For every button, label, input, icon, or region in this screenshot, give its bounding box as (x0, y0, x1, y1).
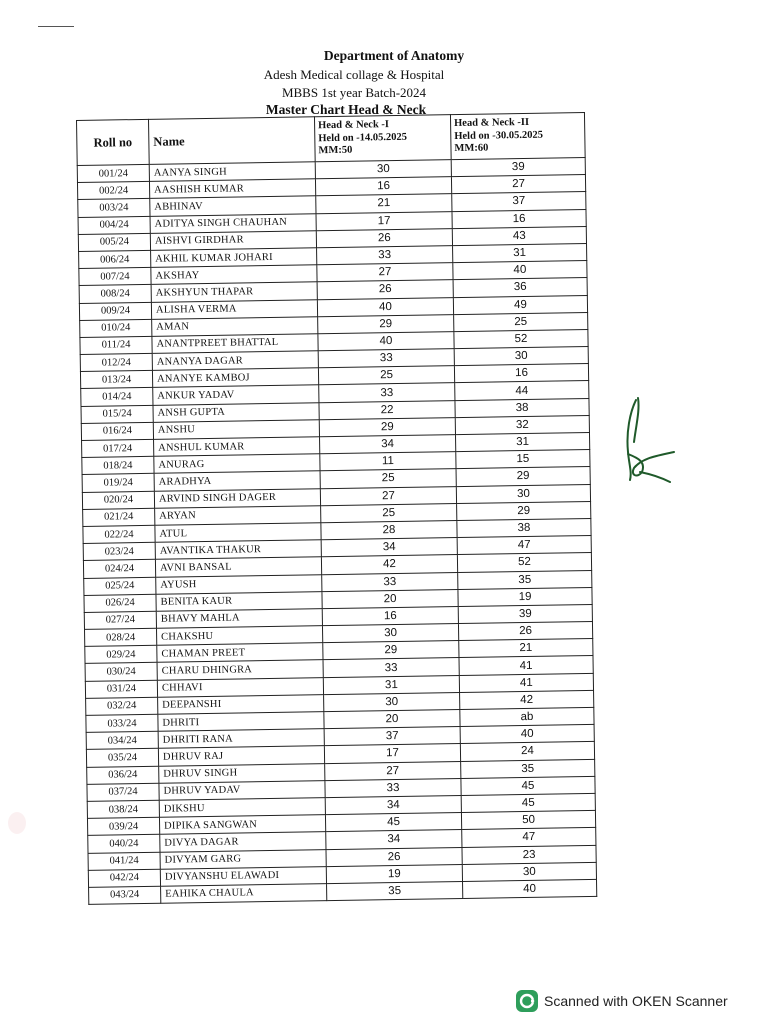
test2-mark-cell: 30 (454, 347, 588, 366)
roll-no-cell: 006/24 (79, 250, 151, 268)
test1-mark-cell: 27 (325, 761, 461, 780)
test2-mark-cell: 39 (458, 604, 592, 623)
student-name-cell: BENITA KAUR (156, 591, 322, 611)
test1-mark-cell: 16 (322, 606, 458, 625)
roll-no-cell: 035/24 (86, 749, 158, 767)
student-name-cell: CHHAVI (157, 677, 323, 697)
roll-no-cell: 034/24 (86, 731, 158, 749)
test1-mark-cell: 33 (317, 246, 453, 265)
test2-mark-cell: 23 (462, 845, 596, 864)
test1-mark-cell: 31 (323, 675, 459, 694)
roll-no-cell: 040/24 (88, 835, 160, 853)
test2-mark-cell: ab (460, 707, 594, 726)
test2-mark-cell: 41 (459, 673, 593, 692)
test1-mark-cell: 29 (323, 641, 459, 660)
test1-mark-cell: 30 (322, 624, 458, 643)
handwritten-signature (616, 392, 686, 492)
test1-mark-cell: 27 (320, 486, 456, 505)
student-name-cell: DIVYAM GARG (160, 849, 326, 869)
student-name-cell: DIVYA DAGAR (160, 832, 326, 852)
roll-no-cell: 011/24 (80, 336, 152, 354)
roll-no-cell: 001/24 (77, 164, 149, 182)
roll-no-cell: 021/24 (83, 508, 155, 526)
roll-no-cell: 029/24 (85, 646, 157, 664)
test2-mark-cell: 31 (453, 243, 587, 262)
test2-date: Held on -30.05.2025 (454, 129, 544, 142)
roll-no-cell: 014/24 (81, 388, 153, 406)
test1-mark-cell: 17 (316, 211, 452, 230)
student-name-cell: AANYA SINGH (149, 162, 315, 182)
student-name-cell: EAHIKA CHAULA (161, 884, 327, 904)
roll-no-cell: 027/24 (84, 611, 156, 629)
test2-mark-cell: 41 (459, 656, 593, 675)
roll-no-cell: 004/24 (78, 216, 150, 234)
student-name-cell: ARADHYA (154, 471, 320, 491)
student-name-cell: AKSHAY (151, 265, 317, 285)
chart-title: Master Chart Head & Neck (265, 102, 427, 117)
test2-mark-cell: 16 (454, 364, 588, 383)
student-name-cell: DHRITI RANA (158, 729, 324, 749)
student-name-cell: ABHINAV (150, 196, 316, 216)
student-name-cell: DHRUV RAJ (158, 746, 324, 766)
roll-no-cell: 039/24 (87, 817, 159, 835)
test1-mark-cell: 34 (320, 435, 456, 454)
student-name-cell: AKSHYUN THAPAR (151, 282, 317, 302)
roll-no-cell: 015/24 (81, 405, 153, 423)
roll-no-cell: 022/24 (83, 525, 155, 543)
test2-mark-cell: 40 (460, 725, 594, 744)
test2-mark-cell: 27 (451, 175, 585, 194)
test1-mark-cell: 25 (321, 503, 457, 522)
student-name-cell: DIPIKA SANGWAN (159, 815, 325, 835)
test2-max-marks: MM:60 (454, 142, 489, 155)
roll-no-cell: 038/24 (87, 800, 159, 818)
table-body (77, 158, 597, 905)
test2-mark-cell: 21 (459, 639, 593, 658)
test1-mark-cell: 25 (318, 366, 454, 385)
test1-mark-cell: 34 (326, 830, 462, 849)
test1-mark-cell: 26 (316, 228, 452, 247)
test2-mark-cell: 29 (457, 501, 591, 520)
test2-mark-cell: 15 (456, 450, 590, 469)
test2-mark-cell: 30 (456, 484, 590, 503)
college-name: Adesh Medical collage & Hospital (263, 67, 445, 82)
roll-no-cell: 020/24 (82, 491, 154, 509)
test1-mark-cell: 33 (325, 778, 461, 797)
test1-mark-cell: 30 (315, 160, 451, 179)
test1-mark-cell: 33 (323, 658, 459, 677)
test2-mark-cell: 39 (451, 158, 585, 177)
test1-mark-cell: 16 (315, 177, 451, 196)
student-name-cell: AVNI BANSAL (155, 557, 321, 577)
test2-mark-cell: 25 (454, 312, 588, 331)
roll-no-cell: 025/24 (84, 577, 156, 595)
test1-mark-cell: 29 (318, 314, 454, 333)
student-name-cell: DHRUV SINGH (159, 763, 325, 783)
test2-mark-cell: 42 (460, 690, 594, 709)
test1-mark-cell: 22 (319, 400, 455, 419)
test1-mark-cell: 30 (324, 692, 460, 711)
test2-mark-cell: 47 (457, 536, 591, 555)
student-name-cell: AKHIL KUMAR JOHARI (151, 248, 317, 268)
student-name-cell: DHRITI (158, 712, 324, 732)
roll-no-cell: 030/24 (85, 663, 157, 681)
roll-no-cell: 010/24 (80, 319, 152, 337)
scan-smudge (8, 812, 26, 834)
test1-mark-cell: 42 (321, 555, 457, 574)
roll-no-cell: 018/24 (82, 457, 154, 475)
test1-header (314, 115, 451, 162)
test1-mark-cell: 20 (324, 710, 460, 729)
test2-mark-cell: 52 (454, 329, 588, 348)
student-name-cell: DIKSHU (159, 798, 325, 818)
student-name-cell: ANANYE KAMBOJ (152, 368, 318, 388)
roll-no-cell: 033/24 (86, 714, 158, 732)
test1-mark-cell: 25 (320, 469, 456, 488)
test2-mark-cell: 45 (461, 793, 595, 812)
test2-mark-cell: 47 (462, 828, 596, 847)
student-name-cell: DHRUV YADAV (159, 780, 325, 800)
test1-mark-cell: 21 (316, 194, 452, 213)
roll-no-cell: 003/24 (78, 199, 150, 217)
student-name-cell: ATUL (155, 523, 321, 543)
test2-mark-cell: 35 (458, 570, 592, 589)
test2-mark-cell: 40 (463, 879, 597, 898)
scanner-watermark (516, 990, 728, 1012)
test1-date: Held on -14.05.2025 (318, 131, 408, 144)
table-header-row (77, 113, 586, 166)
roll-no-cell: 012/24 (80, 353, 152, 371)
marks-table (76, 112, 597, 905)
test1-mark-cell: 17 (324, 744, 460, 763)
roll-no-cell: 037/24 (87, 783, 159, 801)
test2-mark-cell: 31 (455, 432, 589, 451)
test2-mark-cell: 19 (458, 587, 592, 606)
test1-mark-cell: 19 (326, 864, 462, 883)
student-name-cell: AMAN (152, 316, 318, 336)
roll-no-cell: 043/24 (89, 886, 161, 904)
test1-mark-cell: 40 (318, 331, 454, 350)
test1-mark-cell: 34 (321, 538, 457, 557)
student-name-cell: ANANYA DAGAR (152, 351, 318, 371)
test2-mark-cell: 16 (452, 209, 586, 228)
scanner-watermark-text: Scanned with OKEN Scanner (544, 993, 728, 1009)
roll-no-cell: 031/24 (85, 680, 157, 698)
student-name-cell: ALISHA VERMA (151, 299, 317, 319)
test2-mark-cell: 49 (453, 295, 587, 314)
student-name-cell: ADITYA SINGH CHAUHAN (150, 213, 316, 233)
roll-no-cell: 019/24 (82, 474, 154, 492)
test2-mark-cell: 32 (455, 415, 589, 434)
student-name-cell: AYUSH (156, 574, 322, 594)
student-name-cell: AVANTIKA THAKUR (155, 540, 321, 560)
test2-mark-cell: 43 (452, 226, 586, 245)
test1-mark-cell: 34 (325, 795, 461, 814)
student-name-cell: ARVIND SINGH DAGER (154, 488, 320, 508)
test2-mark-cell: 44 (455, 381, 589, 400)
roll-no-cell: 005/24 (78, 233, 150, 251)
test2-mark-cell: 38 (457, 518, 591, 537)
test1-mark-cell: 29 (319, 417, 455, 436)
test2-title: Head & Neck -II (454, 117, 530, 130)
test1-mark-cell: 11 (320, 452, 456, 471)
test1-mark-cell: 35 (327, 881, 463, 900)
student-name-cell: DEEPANSHI (158, 694, 324, 714)
test1-title: Head & Neck -I (318, 119, 390, 132)
test1-mark-cell: 27 (317, 263, 453, 282)
student-name-cell: ANSH GUPTA (153, 402, 319, 422)
test1-mark-cell: 26 (317, 280, 453, 299)
test1-mark-cell: 33 (319, 383, 455, 402)
student-name-cell: ANSHUL KUMAR (154, 437, 320, 457)
test2-mark-cell: 45 (461, 776, 595, 795)
test2-mark-cell: 36 (453, 278, 587, 297)
roll-no-cell: 042/24 (88, 869, 160, 887)
roll-no-cell: 013/24 (80, 371, 152, 389)
student-name-cell: ANSHU (153, 420, 319, 440)
test2-mark-cell: 26 (458, 622, 592, 641)
roll-no-cell: 028/24 (85, 628, 157, 646)
test1-max-marks: MM:50 (318, 144, 353, 157)
test1-mark-cell: 40 (317, 297, 453, 316)
test1-mark-cell: 37 (324, 727, 460, 746)
test2-mark-cell: 30 (462, 862, 596, 881)
roll-no-cell: 023/24 (83, 542, 155, 560)
roll-no-cell: 008/24 (79, 285, 151, 303)
student-name-cell: AISHVI GIRDHAR (150, 230, 316, 250)
test1-mark-cell: 28 (321, 521, 457, 540)
roll-no-cell: 017/24 (82, 439, 154, 457)
student-name-cell: CHARU DHINGRA (157, 660, 323, 680)
roll-no-cell: 016/24 (81, 422, 153, 440)
test1-mark-cell: 45 (325, 813, 461, 832)
roll-no-cell: 032/24 (86, 697, 158, 715)
department-heading: Department of Anatomy (323, 48, 465, 63)
test2-mark-cell: 29 (456, 467, 590, 486)
roll-no-header: Roll no (77, 119, 150, 165)
student-name-cell: ANANTPREET BHATTAL (152, 334, 318, 354)
test2-header (450, 113, 585, 160)
marks-table-container (76, 112, 596, 905)
student-name-cell: ANURAG (154, 454, 320, 474)
test2-mark-cell: 37 (452, 192, 586, 211)
test2-mark-cell: 24 (460, 742, 594, 761)
roll-no-cell: 024/24 (83, 560, 155, 578)
test1-mark-cell: 26 (326, 847, 462, 866)
pen-mark (38, 26, 74, 27)
test2-mark-cell: 38 (455, 398, 589, 417)
student-name-cell: DIVYANSHU ELAWADI (160, 866, 326, 886)
name-header: Name (148, 117, 315, 165)
test1-mark-cell: 33 (318, 349, 454, 368)
batch-label: MBBS 1st year Batch-2024 (281, 85, 427, 100)
student-name-cell: CHAMAN PREET (157, 643, 323, 663)
test2-mark-cell: 50 (461, 811, 595, 830)
roll-no-cell: 007/24 (79, 267, 151, 285)
test2-mark-cell: 52 (457, 553, 591, 572)
roll-no-cell: 036/24 (87, 766, 159, 784)
roll-no-cell: 041/24 (88, 852, 160, 870)
test1-mark-cell: 33 (322, 572, 458, 591)
roll-no-cell: 026/24 (84, 594, 156, 612)
test1-mark-cell: 20 (322, 589, 458, 608)
student-name-cell: BHAVY MAHLA (156, 609, 322, 629)
test2-mark-cell: 35 (461, 759, 595, 778)
student-name-cell: AASHISH KUMAR (149, 179, 315, 199)
student-name-cell: ANKUR YADAV (153, 385, 319, 405)
student-name-cell: CHAKSHU (156, 626, 322, 646)
oken-scanner-logo-icon (516, 990, 538, 1012)
roll-no-cell: 009/24 (79, 302, 151, 320)
student-name-cell: ARYAN (155, 505, 321, 525)
test2-mark-cell: 40 (453, 261, 587, 280)
roll-no-cell: 002/24 (77, 182, 149, 200)
